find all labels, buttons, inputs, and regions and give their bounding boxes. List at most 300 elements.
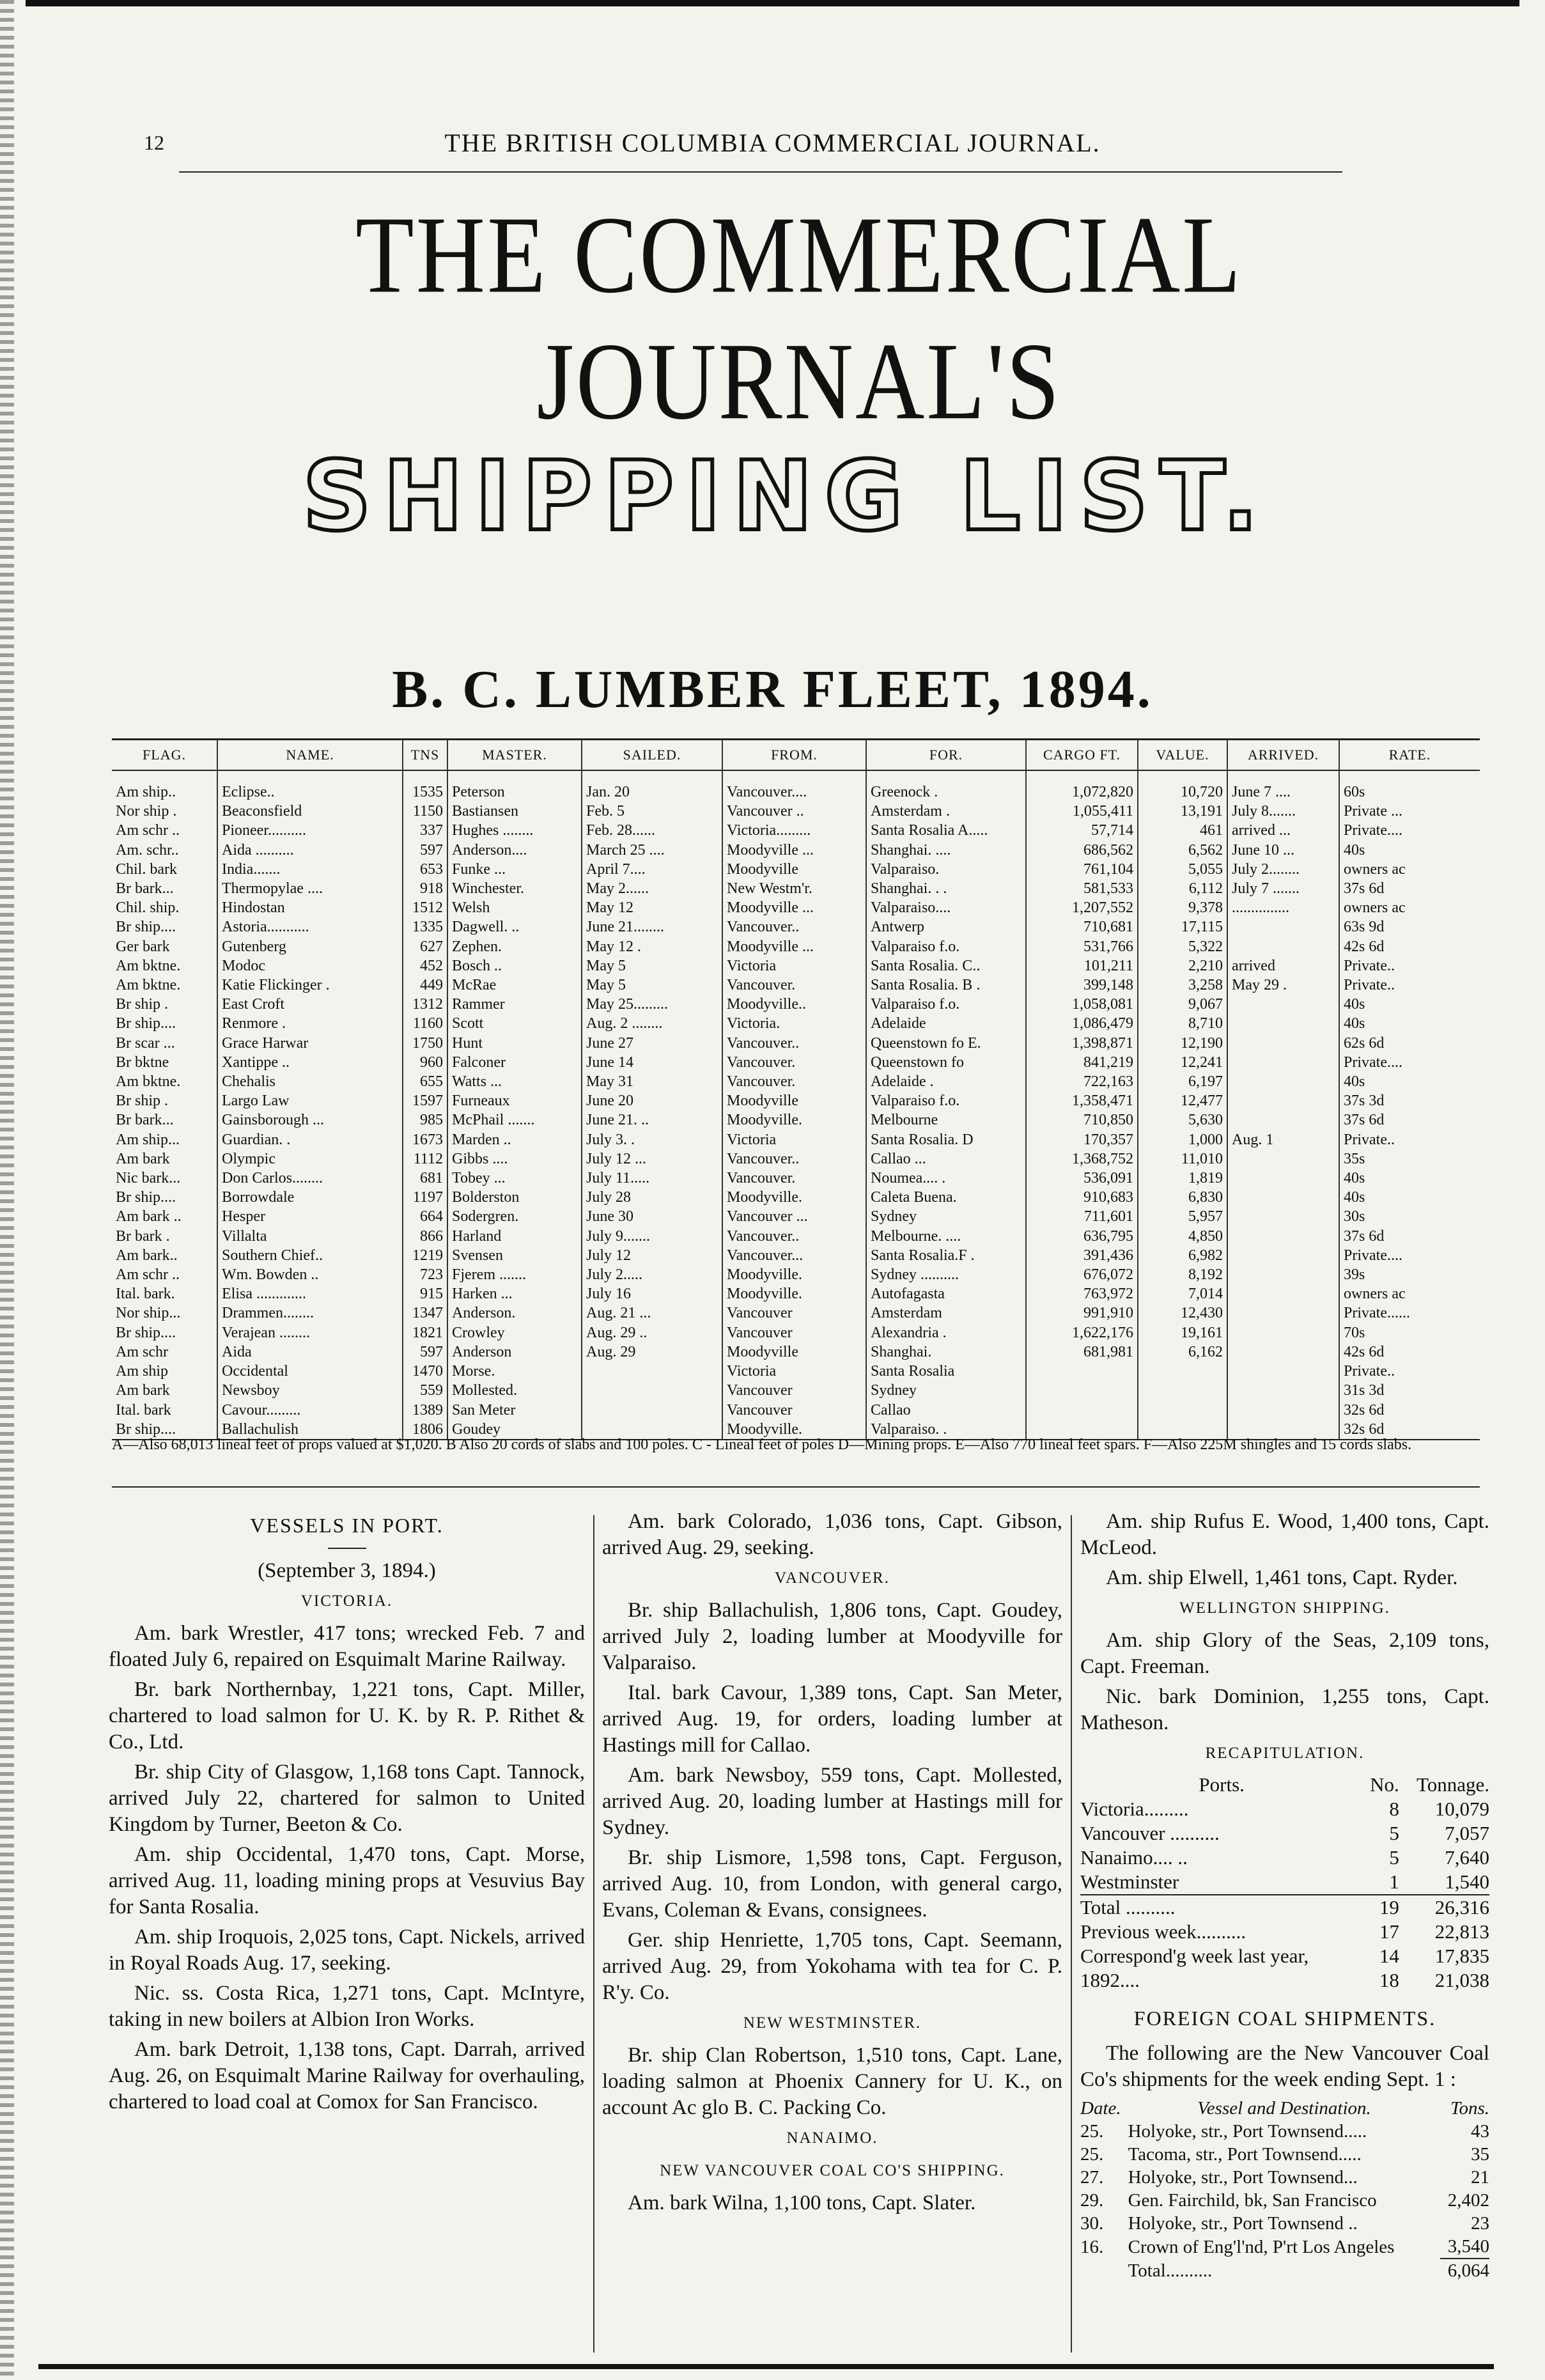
table-cell: 597 (403, 841, 447, 860)
table-cell: 70s (1339, 1323, 1480, 1342)
table-cell: Feb. 28...... (582, 821, 722, 840)
recap-cell: 19 (1363, 1895, 1399, 1920)
table-cell: Br bktne (116, 1054, 169, 1071)
table-cell: 32s 6d (1339, 1420, 1480, 1440)
table-cell: 5,322 (1138, 937, 1227, 956)
table-cell: 1,058,081 (1026, 995, 1138, 1014)
table-cell: 40s (1339, 841, 1480, 860)
table-cell: Valparaiso. . (866, 1420, 1026, 1440)
table-cell: Winchester. (447, 879, 582, 898)
table-cell (1227, 1323, 1339, 1342)
list-item: Am. ship Occidental, 1,470 tons, Capt. Morse, arrived Aug. 11, loading mining props at Vesuvius Bay for Santa Rosalia. (109, 1843, 585, 1918)
table-cell: May 29 . (1227, 976, 1339, 995)
table-cell: Am bktne. (116, 977, 181, 994)
table-cell: Am ship.. (116, 784, 176, 800)
table-cell: 63s 9d (1339, 917, 1480, 937)
coal-row (1080, 2212, 1489, 2235)
table-cell: Hunt (447, 1034, 582, 1053)
table-cell: 722,163 (1026, 1072, 1138, 1091)
recap-row (1080, 1920, 1489, 1944)
table-row (112, 770, 1480, 802)
table-cell: Bolderston (447, 1188, 582, 1207)
table-cell: 1512 (403, 898, 447, 917)
table-cell: Santa Rosalia A..... (866, 821, 1026, 840)
table-cell: Bosch .. (447, 956, 582, 976)
table-cell: May 25......... (582, 995, 722, 1014)
table-cell (1026, 1381, 1138, 1400)
table-cell: Peterson (447, 770, 582, 802)
table-cell: Vancouver.. (722, 1227, 866, 1246)
table-row (112, 937, 1480, 956)
table-cell: 6,562 (1138, 841, 1227, 860)
coal-header-vessel: Vessel and Destination. (1197, 2098, 1371, 2119)
list-item: Am. bark Colorado, 1,036 tons, Capt. Gibson, arrived Aug. 29, seeking. (602, 1510, 1062, 1559)
table-row (112, 1014, 1480, 1033)
table-row (112, 1072, 1480, 1091)
coal-cell: 3,540 (1447, 2236, 1489, 2257)
table-cell: 37s 6d (1339, 1110, 1480, 1130)
table-cell: Br scar ... (116, 1034, 175, 1052)
table-cell: 711,601 (1026, 1207, 1138, 1226)
table-cell: 1750 (403, 1034, 447, 1053)
coal-cell: 30. (1080, 2213, 1104, 2234)
table-cell: 1597 (403, 1091, 447, 1110)
table-cell: May 31 (582, 1072, 722, 1091)
table-cell: Aug. 29 (582, 1342, 722, 1362)
coal-cell: Crown of Eng'l'nd, P'rt Los Angeles (1128, 2236, 1395, 2257)
recap-row (1080, 1944, 1489, 1968)
recap-header-no: No. (1370, 1773, 1399, 1796)
table-cell: Noumea.... . (866, 1169, 1026, 1188)
table-cell: Moodyville (722, 1091, 866, 1110)
recap-cell: Previous week.......... (1080, 1920, 1246, 1943)
table-cell: 761,104 (1026, 860, 1138, 879)
table-cell: 536,091 (1026, 1169, 1138, 1188)
table-cell: Wm. Bowden .. (217, 1265, 403, 1284)
table-cell: Valparaiso f.o. (866, 1091, 1026, 1110)
table-cell: Private.. (1339, 956, 1480, 976)
recap-cell: Westminster (1080, 1871, 1179, 1893)
table-cell: 10,720 (1138, 770, 1227, 802)
fleet-header-cell: MASTER. (447, 740, 582, 771)
coal-cell: Tacoma, str., Port Townsend..... (1128, 2144, 1362, 2165)
coal-row (1080, 2143, 1489, 2166)
table-cell: 6,162 (1138, 1342, 1227, 1362)
table-cell: Br bark... (116, 880, 174, 898)
table-cell: 915 (403, 1284, 447, 1303)
table-cell: Victoria (722, 956, 866, 976)
table-cell (1227, 937, 1339, 956)
table-cell: Aug. 2 ........ (582, 1014, 722, 1033)
recap-cell: 8 (1389, 1798, 1399, 1820)
bottom-border (38, 2364, 1494, 2369)
table-cell: Aug. 1 (1227, 1130, 1339, 1149)
table-cell: 170,357 (1026, 1130, 1138, 1149)
table-cell: 597 (403, 1342, 447, 1362)
fleet-header-cell: SAILED. (582, 740, 722, 771)
vessels-heading: VESSELS IN PORT. (250, 1514, 444, 1537)
table-cell (1227, 917, 1339, 937)
table-cell (582, 1401, 722, 1420)
table-cell: Welsh (447, 898, 582, 917)
table-cell: Victoria. (722, 1014, 866, 1033)
recap-row (1080, 1821, 1489, 1846)
coal-heading: FOREIGN COAL SHIPMENTS. (1133, 2007, 1436, 2030)
recap-cell: 1892.... (1080, 1969, 1140, 1991)
table-row (112, 1110, 1480, 1130)
coal-row (1080, 2120, 1489, 2143)
table-cell: 655 (403, 1072, 447, 1091)
table-cell: Goudey (447, 1420, 582, 1440)
table-cell (1227, 1014, 1339, 1033)
table-cell (1227, 1053, 1339, 1072)
table-cell: 11,010 (1138, 1149, 1227, 1169)
table-cell: 1112 (403, 1149, 447, 1169)
table-cell: McPhail ....... (447, 1110, 582, 1130)
table-cell: 19,161 (1138, 1323, 1227, 1342)
table-cell: 1312 (403, 995, 447, 1014)
table-cell: Ger bark (116, 938, 170, 955)
table-cell: 1160 (403, 1014, 447, 1033)
fleet-header-cell: FROM. (722, 740, 866, 771)
coal-total-label: Total.......... (1128, 2260, 1213, 2281)
recap-body (1080, 1797, 1489, 1993)
table-cell: 3,258 (1138, 976, 1227, 995)
recap-cell: 22,813 (1434, 1920, 1489, 1943)
recap-cell: 5 (1389, 1822, 1399, 1844)
table-row (112, 1381, 1480, 1400)
table-cell: Scott (447, 1014, 582, 1033)
table-row (112, 976, 1480, 995)
table-cell: Amsterdam (866, 1303, 1026, 1323)
table-cell: Cavour......... (217, 1401, 403, 1420)
recap-cell: 1 (1389, 1871, 1399, 1893)
table-cell: 12,190 (1138, 1034, 1227, 1053)
table-cell: Vancouver (722, 1381, 866, 1400)
table-cell: June 21........ (582, 917, 722, 937)
table-cell: Furneaux (447, 1091, 582, 1110)
table-cell: Katie Flickinger . (217, 976, 403, 995)
lumber-fleet-table (112, 738, 1480, 1440)
table-cell: Shanghai. (866, 1342, 1026, 1362)
table-cell: Verajean ........ (217, 1323, 403, 1342)
table-cell: Hughes ........ (447, 821, 582, 840)
table-cell: Chehalis (217, 1072, 403, 1091)
table-cell (582, 1362, 722, 1381)
table-cell: July 12 (582, 1246, 722, 1265)
table-cell: Vancouver. (722, 976, 866, 995)
table-cell: Anderson. (447, 1303, 582, 1323)
table-cell: 1673 (403, 1130, 447, 1149)
recap-heading: RECAPITULATION. (1205, 1745, 1365, 1762)
table-cell (1227, 1342, 1339, 1362)
list-item: Am. ship Elwell, 1,461 tons, Capt. Ryder. (1106, 1566, 1458, 1589)
list-item: Am. ship Glory of the Seas, 2,109 tons, Capt. Freeman. (1080, 1629, 1489, 1678)
table-cell: Southern Chief.. (217, 1246, 403, 1265)
table-cell: 991,910 (1026, 1303, 1138, 1323)
list-item: Br. ship City of Glasgow, 1,168 tons Capt. Tannock, arrived July 22, chartered for salmon to United Kingdom by Turner, Beeton & Co. (109, 1761, 585, 1836)
coal-total-row (1080, 2259, 1489, 2282)
table-cell: Thermopylae .... (217, 879, 403, 898)
table-cell: Am bark (116, 1382, 170, 1399)
table-cell: 461 (1138, 821, 1227, 840)
table-cell: Moodyville.. (722, 995, 866, 1014)
table-cell (1227, 1303, 1339, 1323)
table-cell: June 27 (582, 1034, 722, 1053)
table-cell: Vancouver. (722, 1169, 866, 1188)
table-cell: 559 (403, 1381, 447, 1400)
table-cell: Br bark... (116, 1112, 174, 1129)
table-cell: 62s 6d (1339, 1034, 1480, 1053)
recap-row (1080, 1797, 1489, 1821)
table-cell: 8,192 (1138, 1265, 1227, 1284)
page-number: 12 (144, 131, 164, 154)
coal-cell: 23 (1471, 2213, 1489, 2234)
table-cell: Xantippe .. (217, 1053, 403, 1072)
table-cell: Aug. 21 ... (582, 1303, 722, 1323)
table-cell: Santa Rosalia.F . (866, 1246, 1026, 1265)
table-cell: 653 (403, 860, 447, 879)
table-cell: Hesper (217, 1207, 403, 1226)
fleet-header-cell: FOR. (866, 740, 1026, 771)
coal-header-tons: Tons. (1450, 2098, 1489, 2119)
table-cell: McRae (447, 976, 582, 995)
section-victoria: VICTORIA. (300, 1592, 393, 1610)
table-cell (1227, 1401, 1339, 1420)
table-cell: 723 (403, 1265, 447, 1284)
table-cell (582, 1381, 722, 1400)
table-cell: San Meter (447, 1401, 582, 1420)
table-cell: Santa Rosalia. B . (866, 976, 1026, 995)
table-cell: 6,830 (1138, 1188, 1227, 1207)
table-cell: Rammer (447, 995, 582, 1014)
table-cell: 32s 6d (1339, 1401, 1480, 1420)
table-cell: Hindostan (217, 898, 403, 917)
fleet-body (112, 770, 1480, 1440)
table-cell: Harken ... (447, 1284, 582, 1303)
table-cell: Shanghai. . . (866, 879, 1026, 898)
table-cell: Queenstown fo (866, 1053, 1026, 1072)
table-cell: 8,710 (1138, 1014, 1227, 1033)
table-row (112, 898, 1480, 917)
table-cell: 9,378 (1138, 898, 1227, 917)
table-cell: 1150 (403, 802, 447, 821)
table-cell: Mollested. (447, 1381, 582, 1400)
table-cell: July 12 ... (582, 1149, 722, 1169)
column-vessels-in-port (109, 1509, 585, 2119)
table-cell: Vancouver (722, 1323, 866, 1342)
table-cell: Amsterdam . (866, 802, 1026, 821)
table-cell: Private.... (1339, 1246, 1480, 1265)
table-cell: Vancouver.. (722, 917, 866, 937)
table-cell (1227, 1207, 1339, 1226)
table-cell: Private.... (1339, 821, 1480, 840)
table-cell: Chil. bark (116, 860, 177, 878)
recap-cell: Correspond'g week last year, (1080, 1945, 1309, 1967)
table-cell: Nor ship... (116, 1305, 181, 1322)
section-wellington: WELLINGTON SHIPPING. (1179, 1599, 1390, 1617)
table-cell: Jan. 20 (582, 770, 722, 802)
table-cell: arrived ... (1227, 821, 1339, 840)
table-cell: Br ship.... (116, 1189, 176, 1206)
table-cell (1138, 1401, 1227, 1420)
fleet-header-cell: ARRIVED. (1227, 740, 1339, 771)
table-cell: owners ac (1339, 898, 1480, 917)
recap-cell: 14 (1379, 1945, 1399, 1967)
table-cell: Occidental (217, 1362, 403, 1381)
table-cell: Am schr .. (116, 1266, 180, 1284)
table-row (112, 802, 1480, 821)
table-row (112, 1362, 1480, 1381)
table-cell: 763,972 (1026, 1284, 1138, 1303)
table-cell: 627 (403, 937, 447, 956)
table-row (112, 1401, 1480, 1420)
top-border (26, 0, 1519, 6)
table-cell: Moodyville (722, 860, 866, 879)
table-cell: Gutenberg (217, 937, 403, 956)
table-cell: Moodyville ... (722, 898, 866, 917)
table-cell: Dagwell. .. (447, 917, 582, 937)
table-cell: Br bark . (116, 1227, 170, 1245)
table-cell: Anderson.... (447, 841, 582, 860)
table-cell: owners ac (1339, 860, 1480, 879)
table-cell: Aug. 29 .. (582, 1323, 722, 1342)
table-cell: Antwerp (866, 917, 1026, 937)
list-item: Br. ship Ballachulish, 1,806 tons, Capt. Goudey, arrived July 2, loading lumber at Moodyville for Valparaiso. (602, 1599, 1062, 1674)
table-cell: Falconer (447, 1053, 582, 1072)
table-cell: Callao ... (866, 1149, 1026, 1169)
table-cell: June 20 (582, 1091, 722, 1110)
table-cell: Morse. (447, 1362, 582, 1381)
coal-cell: 25. (1080, 2144, 1104, 2165)
table-cell (1138, 1381, 1227, 1400)
table-cell: 866 (403, 1227, 447, 1246)
table-cell: 39s (1339, 1265, 1480, 1284)
table-cell: 664 (403, 1207, 447, 1226)
table-cell: Br ship . (116, 996, 169, 1013)
table-cell: 337 (403, 821, 447, 840)
table-cell: Private.. (1339, 1130, 1480, 1149)
table-cell: Largo Law (217, 1091, 403, 1110)
table-row (112, 821, 1480, 840)
table-cell: 57,714 (1026, 821, 1138, 840)
table-cell: July 7 ....... (1227, 879, 1339, 898)
table-cell: Sodergren. (447, 1207, 582, 1226)
coal-intro: The following are the New Vancouver Coal Co's shipments for the week ending Sept. 1 : (1080, 2042, 1489, 2091)
coal-cell: Holyoke, str., Port Townsend..... (1128, 2121, 1367, 2142)
recap-header-tonnage: Tonnage. (1416, 1773, 1489, 1796)
table-cell: Am schr (116, 1343, 168, 1360)
footnote-rule (112, 1486, 1480, 1488)
table-cell: 1,000 (1138, 1130, 1227, 1149)
table-cell: 1,207,552 (1026, 898, 1138, 917)
table-cell: 2,210 (1138, 956, 1227, 976)
coal-row (1080, 2189, 1489, 2212)
table-cell (1227, 995, 1339, 1014)
table-cell: Melbourne (866, 1110, 1026, 1130)
table-cell: 918 (403, 879, 447, 898)
table-cell: June 30 (582, 1207, 722, 1226)
table-row (112, 1149, 1480, 1169)
list-item: Am. bark Newsboy, 559 tons, Capt. Mollested, arrived Aug. 20, loading lumber at Hastings mill for Sydney. (602, 1764, 1062, 1839)
table-cell: Br ship.... (116, 919, 176, 936)
table-cell (1227, 1188, 1339, 1207)
table-row (112, 841, 1480, 860)
table-row (112, 1091, 1480, 1110)
table-cell: 1,819 (1138, 1169, 1227, 1188)
table-cell: Victoria......... (722, 821, 866, 840)
table-cell: May 5 (582, 956, 722, 976)
recap-cell: 5 (1389, 1846, 1399, 1869)
section-nanaimo: NANAIMO. (786, 2129, 878, 2147)
table-cell: Caleta Buena. (866, 1188, 1026, 1207)
table-cell: July 28 (582, 1188, 722, 1207)
table-cell: 1347 (403, 1303, 447, 1323)
list-item: Ger. ship Henriette, 1,705 tons, Capt. Seemann, arrived Aug. 29, from Yokohama with tea for C. P. R'y. Co. (602, 1929, 1062, 2004)
table-row (112, 917, 1480, 937)
table-cell: 1,622,176 (1026, 1323, 1138, 1342)
table-cell: 1806 (403, 1420, 447, 1440)
coal-cell: 25. (1080, 2121, 1104, 2142)
table-cell (1227, 1227, 1339, 1246)
table-cell: 40s (1339, 1188, 1480, 1207)
recap-cell: 10,079 (1434, 1798, 1489, 1820)
table-cell: 13,191 (1138, 802, 1227, 821)
table-cell (1138, 1362, 1227, 1381)
table-cell: 7,014 (1138, 1284, 1227, 1303)
head-rule (179, 171, 1342, 173)
table-cell: 1335 (403, 917, 447, 937)
table-cell: Vancouver.. (722, 1149, 866, 1169)
coal-cell: Holyoke, str., Port Townsend... (1128, 2167, 1358, 2188)
table-cell: 1,368,752 (1026, 1149, 1138, 1169)
list-item: Br. ship Clan Robertson, 1,510 tons, Capt. Lane, loading salmon at Phoenix Cannery for U. K., on account Ac glo B. C. Packing Co. (602, 2044, 1062, 2119)
recap-cell: 7,640 (1445, 1846, 1489, 1869)
list-item: Am. ship Rufus E. Wood, 1,400 tons, Capt. McLeod. (1080, 1510, 1489, 1559)
table-cell: Moodyville (722, 1342, 866, 1362)
table-cell: Moodyville. (722, 1420, 866, 1440)
table-cell: Renmore . (217, 1014, 403, 1033)
list-item: Am. bark Wilna, 1,100 tons, Capt. Slater. (628, 2191, 976, 2214)
table-cell: June 21. .. (582, 1110, 722, 1130)
recap-header-ports: Ports. (1199, 1773, 1245, 1796)
fleet-header-cell: RATE. (1339, 740, 1480, 771)
table-cell (1227, 1265, 1339, 1284)
table-cell: 636,795 (1026, 1227, 1138, 1246)
table-cell: 452 (403, 956, 447, 976)
table-cell: Astoria........... (217, 917, 403, 937)
coal-cell: Holyoke, str., Port Townsend .. (1128, 2213, 1358, 2234)
column-rule (593, 1515, 594, 2353)
table-cell: Don Carlos........ (217, 1169, 403, 1188)
table-cell: 40s (1339, 1014, 1480, 1033)
table-row (112, 1207, 1480, 1226)
coal-table (1080, 2097, 1489, 2282)
table-cell: Anderson (447, 1342, 582, 1362)
table-cell: Alexandria . (866, 1323, 1026, 1342)
table-cell: Am ship... (116, 1131, 180, 1148)
table-cell: 40s (1339, 1169, 1480, 1188)
table-cell: 40s (1339, 1072, 1480, 1091)
table-cell: Moodyville ... (722, 841, 866, 860)
table-cell: Br ship.... (112, 1420, 217, 1440)
coal-cell: 21 (1471, 2167, 1489, 2188)
table-cell: New Westm'r. (722, 879, 866, 898)
table-row (112, 879, 1480, 898)
table-cell: Adelaide . (866, 1072, 1026, 1091)
list-item: Am. ship Iroquois, 2,025 tons, Capt. Nickels, arrived in Royal Roads Aug. 17, seeking. (109, 1925, 585, 1975)
table-cell: Moodyville. (722, 1110, 866, 1130)
